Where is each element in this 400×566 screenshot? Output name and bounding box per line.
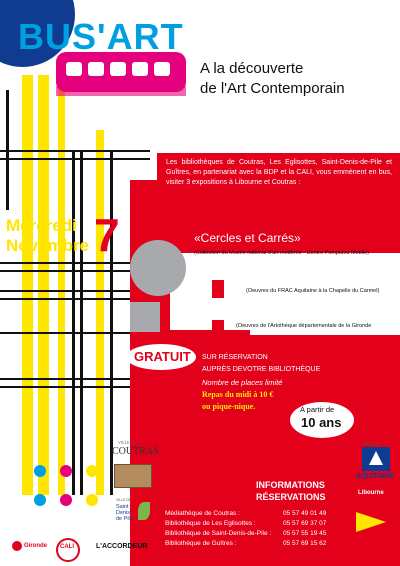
cyan-dot — [34, 494, 46, 506]
exhibition-subtitle: (Oeuvres du FRAC Aquitaine à la Chapelle du Carmel) — [246, 288, 380, 294]
date-number: 7 — [94, 209, 120, 261]
red-accent — [212, 320, 224, 338]
contact-phone: 05 57 69 15 62 — [283, 540, 327, 547]
saintdenis-logo: Saint Denis de Pile — [116, 504, 133, 522]
accordeur-logo: L'ACCORDEUR — [96, 543, 148, 550]
cali-icon — [56, 538, 80, 562]
black-stripe — [0, 290, 150, 292]
yellow-dot — [86, 465, 98, 477]
exhibition-title: «Entre Ciel et Terre» — [200, 268, 310, 282]
mountain-icon — [369, 451, 383, 465]
yellow-stripe — [58, 75, 65, 495]
contact-phone: 05 57 55 19 45 — [283, 530, 327, 537]
cyan-dot — [34, 465, 46, 477]
black-stripe — [0, 270, 130, 272]
grey-square — [130, 302, 160, 332]
intro-text: Les bibliothèques de Coutras, Les Eglisottes, Saint-Denis-de-Pile et Guîtres, en partenariat avec la BDP et la CALI, vous emmènent en bus, visiter 3 expositions à Libourne et Coutras : — [166, 159, 392, 186]
black-stripe — [0, 298, 150, 300]
age-value: 10 ans — [301, 415, 342, 430]
magenta-dot — [60, 494, 72, 506]
coutras-logo-top: VILLE DE — [118, 440, 136, 445]
bus-window — [88, 62, 104, 76]
paper-plane-icon — [356, 512, 386, 532]
bus-window — [110, 62, 126, 76]
black-stripe — [80, 150, 83, 495]
bus-window — [66, 62, 82, 76]
bus-window — [154, 62, 170, 76]
exhibition-title: «Entre Ici et Ailleurs» — [200, 306, 313, 320]
info-title: INFORMATIONS — [256, 480, 325, 490]
contact-name: Bibliothèque de Les Eglisottes : — [165, 520, 256, 527]
coutras-logo: COUTRAS — [112, 446, 159, 457]
yellow-stripe — [22, 75, 33, 495]
contact-name: Bibliothèque de Saint-Denis-de-Pile : — [165, 530, 272, 537]
black-stripe — [72, 150, 75, 495]
date-month: Novembre — [6, 236, 90, 255]
saintdenis-logo-top: VILLE DE — [116, 498, 132, 502]
contact-phone: 05 57 49 01 49 — [283, 510, 327, 517]
black-stripe — [0, 262, 130, 264]
aquitaine-emblem-icon — [362, 447, 390, 471]
places-limited: Nombre de places limité — [202, 378, 283, 387]
leaf-icon — [138, 502, 150, 520]
exhibition-subtitle: (Oeuvres de l'Artothèque départementale de la Gironde — [236, 323, 372, 329]
black-stripe — [0, 378, 150, 380]
bus-window — [132, 62, 148, 76]
building-image — [114, 464, 152, 488]
libourne-logo: Libourne — [358, 490, 384, 496]
black-stripe — [0, 386, 150, 388]
tagline-line1: A la découverte — [200, 60, 304, 77]
gironde-icon — [12, 541, 22, 551]
yellow-stripe — [38, 75, 49, 495]
gratuit-label: GRATUIT — [134, 349, 191, 364]
repas-line2: ou pique-nique. — [202, 402, 256, 411]
black-stripe — [0, 150, 150, 152]
gironde-logo: Gironde — [24, 543, 48, 549]
contact-name: Médiathèque de Coutras : — [165, 510, 240, 517]
black-stripe — [110, 150, 113, 495]
info-subtitle: RÉSERVATIONS — [256, 492, 326, 502]
repas-line1: Repas du midi à 10 € — [202, 390, 274, 399]
contact-phone: 05 57 69 37 07 — [283, 520, 327, 527]
reservation-line1: SUR RÉSERVATION — [202, 354, 268, 361]
contact-name: Bibliothèque de Guîtres : — [165, 540, 237, 547]
aquitaine-logo-top: RÉGION — [364, 441, 380, 446]
cali-logo: CALI — [60, 544, 74, 550]
grey-circle — [130, 240, 186, 296]
yellow-stripe — [96, 130, 104, 495]
magenta-dot — [60, 465, 72, 477]
black-stripe — [0, 158, 150, 160]
black-stripe — [0, 332, 150, 334]
yellow-dot — [86, 494, 98, 506]
age-prefix: A partir de — [300, 405, 335, 414]
date-day: Mercredi — [6, 216, 77, 235]
tagline-line2: de l'Art Contemporain — [200, 80, 345, 97]
red-accent — [212, 280, 224, 298]
bus-underside — [56, 86, 186, 96]
aquitaine-logo: AQUITAINE — [356, 473, 394, 480]
logo-title: BUS'ART — [18, 16, 184, 57]
reservation-line2: AUPRÈS DEVOTRE BIBLIOTHÈQUE — [202, 366, 321, 373]
exhibition-subtitle: (Collection du Musée national d'art moderne - Centre Pompidou Mobile) — [194, 250, 370, 256]
exhibition-title: «Cercles et Carrés» — [194, 231, 301, 245]
